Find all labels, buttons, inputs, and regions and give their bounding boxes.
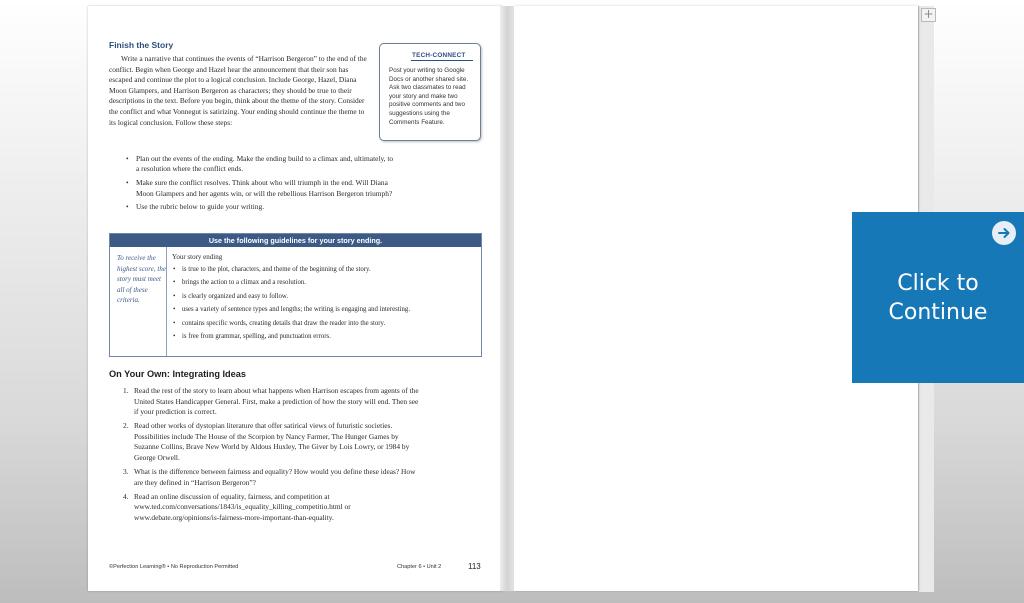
guidelines-criteria-column	[172, 252, 477, 345]
list-item	[123, 492, 423, 524]
item-number: 1.	[123, 386, 129, 395]
click-to-continue-label: Click to Continue	[888, 271, 988, 325]
guideline-item: • is true to the plot, characters, and theme of the beginning of the story.	[172, 265, 477, 275]
guideline-item: • is free from grammar, spelling, and punctuation errors.	[172, 332, 477, 342]
zoom-in-button[interactable]: +	[921, 8, 936, 22]
finish-story-title: Finish the Story	[109, 40, 174, 50]
list-item	[123, 421, 423, 463]
item-text: What is the difference between fairness and equality? How would you define these ideas? How are they defined in “Harrison Bergeron”?	[134, 467, 416, 487]
guideline-item: • brings the action to a climax and a resolution.	[172, 278, 477, 288]
on-your-own-title: On Your Own: Integrating Ideas	[109, 369, 246, 379]
guidelines-header: Use the following guidelines for your story ending.	[110, 234, 481, 247]
guideline-item: • uses a variety of sentence types and lengths; the writing is engaging and interesting.	[172, 305, 477, 315]
item-text: Read other works of dystopian literature that offer satirical views of futuristic societies. Possibilities include The House of the Scorpion by Nancy Farmer, The Hunger Games by Suzanne Collins, Brave New World by Aldous Huxley, The Giver by Lois Lowry, or 1984 by George Orwell.	[134, 421, 410, 463]
list-item	[123, 467, 423, 488]
arrow-right-icon[interactable]	[992, 221, 1016, 245]
step-item: • Make sure the conflict resolves. Think about who will triumph in the end. Will Diana Moon Glampers and her agents win, or will the rebellious Harrison Bergeron triumph?	[124, 178, 396, 199]
step-item: • Plan out the events of the ending. Make the ending build to a climax and, ultimately, to a resolution where the conflict ends.	[124, 154, 396, 175]
page-number: 113	[468, 562, 481, 571]
item-number: 4.	[123, 491, 129, 501]
item-number: 3.	[123, 467, 129, 477]
guidelines-table	[109, 233, 482, 357]
item-number: 2.	[123, 421, 129, 431]
chapter-footer: Chapter 6 • Unit 2	[397, 564, 442, 570]
item-text: Read the rest of the story to learn about what happens when Harrison escapes from agents of the United States Handicapper General. First, make a prediction of how the story will end. Then see if your prediction is correct.	[134, 386, 419, 417]
tech-connect-box	[379, 43, 481, 141]
guidelines-criteria-note: To receive the highest score, the story must meet all of these criteria.	[110, 247, 167, 356]
guidelines-list	[172, 265, 477, 342]
copyright-footer: ©Perfection Learning® • No Reproduction Permitted	[109, 564, 239, 570]
finish-story-paragraph: Write a narrative that continues the events of “Harrison Bergeron” to the end of the conflict. Begin when George and Hazel hear the announcement that their son has escaped and continue the plot to a logical conclusion. Include George, Hazel, Diana Moon Glampers, and Harrison Bergeron as characters; they should be true to their descriptions in the text. Before you begin, think about the theme of the story. Consider the conflict and what Vonnegut is satirizing. Your ending should continue the theme to its logical conclusion. Follow these steps:	[109, 54, 367, 127]
guidelines-intro: Your story ending	[172, 253, 223, 261]
guideline-item: • is clearly organized and easy to follow.	[172, 292, 477, 302]
click-to-continue-button[interactable]	[852, 212, 1024, 383]
tech-connect-title: TECH-CONNECT	[412, 52, 466, 59]
steps-list	[124, 154, 396, 216]
step-item: • Use the rubric below to guide your writing.	[124, 202, 396, 212]
list-item	[123, 386, 423, 418]
item-text: Read an online discussion of equality, fairness, and competition at www.ted.com/conversations/1843/is_equality_killing_competitio.html or www.debate.org/opinions/is-fairness-more-important-than-equality.	[134, 491, 351, 523]
guideline-item: • contains specific words, creating details that draw the reader into the story.	[172, 319, 477, 329]
on-your-own-list	[123, 386, 423, 527]
tech-connect-text: Post your writing to Google Docs or another shared site. Ask two classmates to read your story and make two positive comments and two suggestions using the Comments Feature.	[389, 67, 469, 126]
tech-connect-rule	[411, 60, 473, 61]
